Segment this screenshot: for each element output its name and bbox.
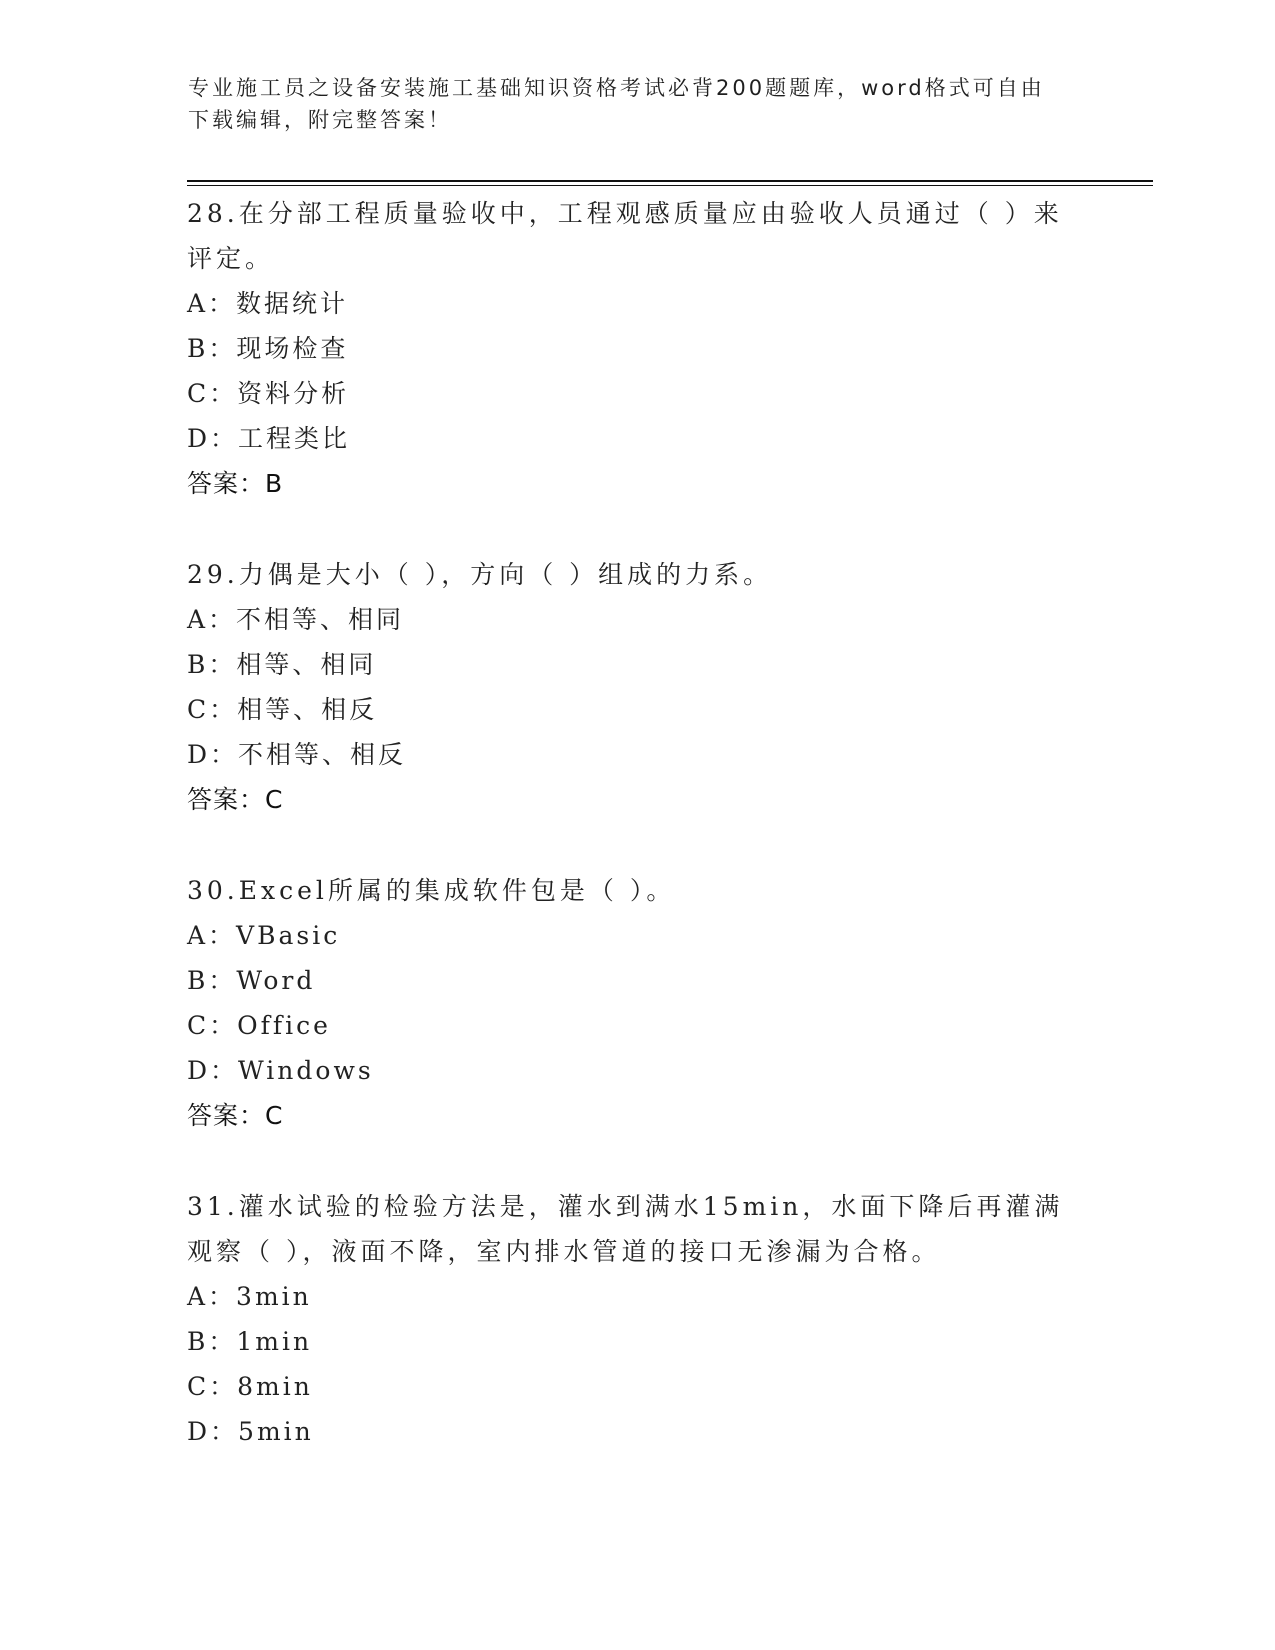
question-stem: 30.Excel所属的集成软件包是（ ）。 xyxy=(187,876,676,905)
question-list xyxy=(187,191,1087,1454)
option-c: C：资料分析 xyxy=(187,379,350,408)
option-b: B：现场检查 xyxy=(187,334,349,363)
question-30 xyxy=(187,868,1087,1138)
question-stem: 29.力偶是大小（ ），方向（ ）组成的力系。 xyxy=(187,560,773,589)
option-a: A：不相等、相同 xyxy=(187,605,405,634)
option-b: B：相等、相同 xyxy=(187,650,377,679)
question-stem: 31.灌水试验的检验方法是，灌水到满水15min，水面下降后再灌满观察（ ），液面不降，室内排水管道的接口无渗漏为合格。 xyxy=(187,1192,1064,1266)
question-31 xyxy=(187,1184,1087,1454)
answer-line: 答案：C xyxy=(187,1101,284,1130)
question-29 xyxy=(187,552,1087,822)
answer-line: 答案：C xyxy=(187,785,284,814)
header-line-1: 专业施工员之设备安装施工基础知识资格考试必背200题题库，word格式可自由 xyxy=(188,76,1045,100)
answer-line: 答案：B xyxy=(187,469,284,498)
option-d: D：不相等、相反 xyxy=(187,740,407,769)
header-divider-bottom xyxy=(187,185,1153,186)
question-28 xyxy=(187,191,1087,506)
header-line-2: 下载编辑，附完整答案！ xyxy=(188,108,452,132)
header-divider-top xyxy=(187,180,1153,182)
option-c: C：相等、相反 xyxy=(187,695,378,724)
option-b: B：1min xyxy=(187,1327,313,1356)
option-d: D：Windows xyxy=(187,1056,374,1085)
question-stem: 28.在分部工程质量验收中，工程观感质量应由验收人员通过（ ）来评定。 xyxy=(187,199,1063,273)
option-c: C：8min xyxy=(187,1372,313,1401)
option-a: A：数据统计 xyxy=(187,289,349,318)
option-c: C：Office xyxy=(187,1011,331,1040)
option-a: A：VBasic xyxy=(187,921,341,950)
option-d: D：5min xyxy=(187,1417,314,1446)
option-d: D：工程类比 xyxy=(187,424,351,453)
option-a: A：3min xyxy=(187,1282,312,1311)
document-header xyxy=(188,72,1088,136)
option-b: B：Word xyxy=(187,966,316,995)
